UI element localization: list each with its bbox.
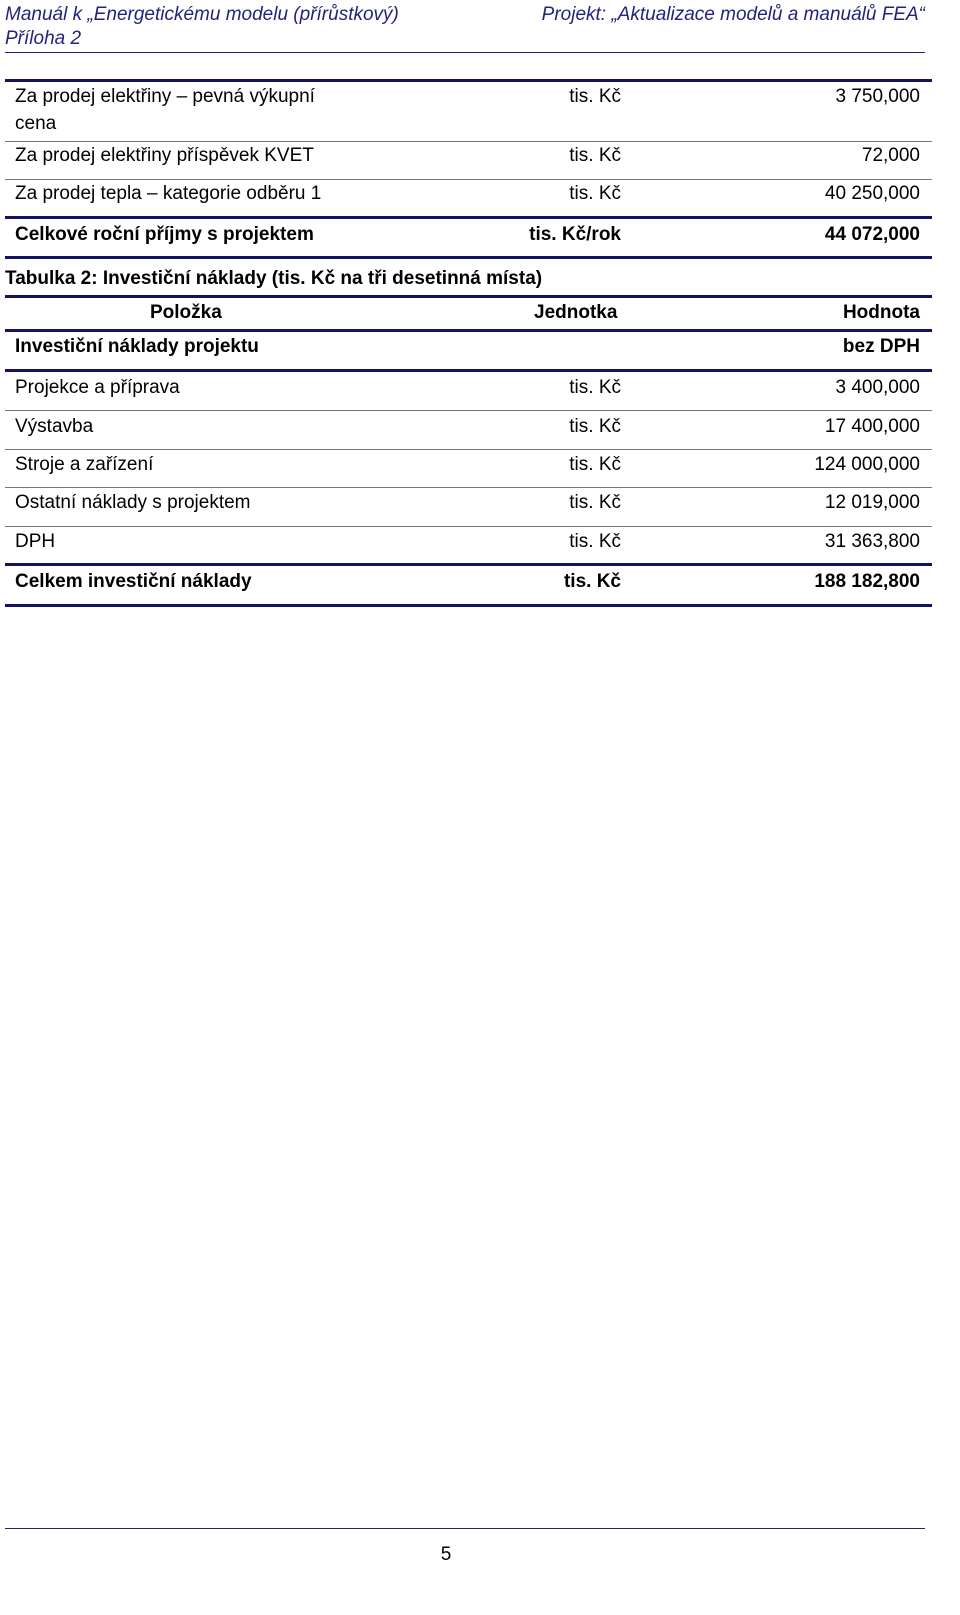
table-cell-unit: tis. Kč [569,492,621,513]
table-rule [5,216,932,219]
footer-rule [5,1528,925,1529]
table-rule [5,526,932,527]
col-subheader-value: bez DPH [842,336,920,357]
total-income-label: Celkové roční příjmy s projektem [15,224,314,245]
table-rule [5,410,932,411]
total-income-value: 44 072,000 [824,224,920,245]
page-number: 5 [440,1544,452,1565]
col-header-unit: Jednotka [534,302,618,323]
table-cell-unit: tis. Kč [569,377,621,398]
table-rule [5,295,932,298]
table-cell-value: 3 400,000 [835,377,920,398]
table-cell-item: Za prodej tepla – kategorie odběru 1 [15,183,322,204]
table-cell-item: Výstavba [15,416,94,437]
table-cell-unit: tis. Kč [569,454,621,475]
table-rule [5,449,932,450]
header-project-title: Projekt: „Aktualizace modelů a manuálů FEA“ [541,4,925,25]
table-rule [5,79,932,82]
table-cell-value: 72,000 [861,145,920,166]
table-cell-item: Ostatní náklady s projektem [15,492,251,513]
col-header-item: Položka [150,302,222,323]
table-cell-item: DPH [15,531,56,552]
table-cell-item: Stroje a zařízení [15,454,154,475]
total-investment-label: Celkem investiční náklady [15,571,252,592]
total-investment-value: 188 182,800 [814,571,920,592]
table-cell-unit: tis. Kč [569,416,621,437]
table-cell-unit: tis. Kč [569,145,621,166]
col-header-value: Hodnota [842,302,920,323]
table-rule [5,369,932,372]
table-cell-item: Za prodej elektřiny příspěvek KVET [15,145,314,166]
table-rule [5,604,932,607]
table-rule [5,487,932,488]
table-cell-item: Za prodej elektřiny – pevná výkupní [15,86,315,107]
table-cell-value: 12 019,000 [824,492,920,513]
table-caption: Tabulka 2: Investiční náklady (tis. Kč na tři desetinná místa) [5,268,543,289]
header-left [5,3,399,51]
table-cell-item: Projekce a příprava [15,377,180,398]
table-cell-value: 17 400,000 [824,416,920,437]
col-subheader-item: Investiční náklady projektu [15,336,259,357]
table-rule [5,329,932,332]
table-cell-value: 31 363,800 [824,531,920,552]
table-cell-unit: tis. Kč [569,183,621,204]
table-cell-unit: tis. Kč [569,86,621,107]
header-manual-title: Manuál k „Energetickému modelu (přírůstkový) [5,4,399,25]
table-cell-value: 40 250,000 [824,183,920,204]
table-cell-value: 3 750,000 [835,86,920,107]
table-cell-unit: tis. Kč [569,531,621,552]
total-investment-unit: tis. Kč [563,571,621,592]
table-cell-value: 124 000,000 [814,454,920,475]
table-rule [5,563,932,566]
table-cell-item-cont: cena [15,113,57,134]
page-header [5,0,925,53]
total-income-unit: tis. Kč/rok [529,224,621,245]
table-rule [5,256,932,259]
header-attachment: Příloha 2 [5,28,82,49]
